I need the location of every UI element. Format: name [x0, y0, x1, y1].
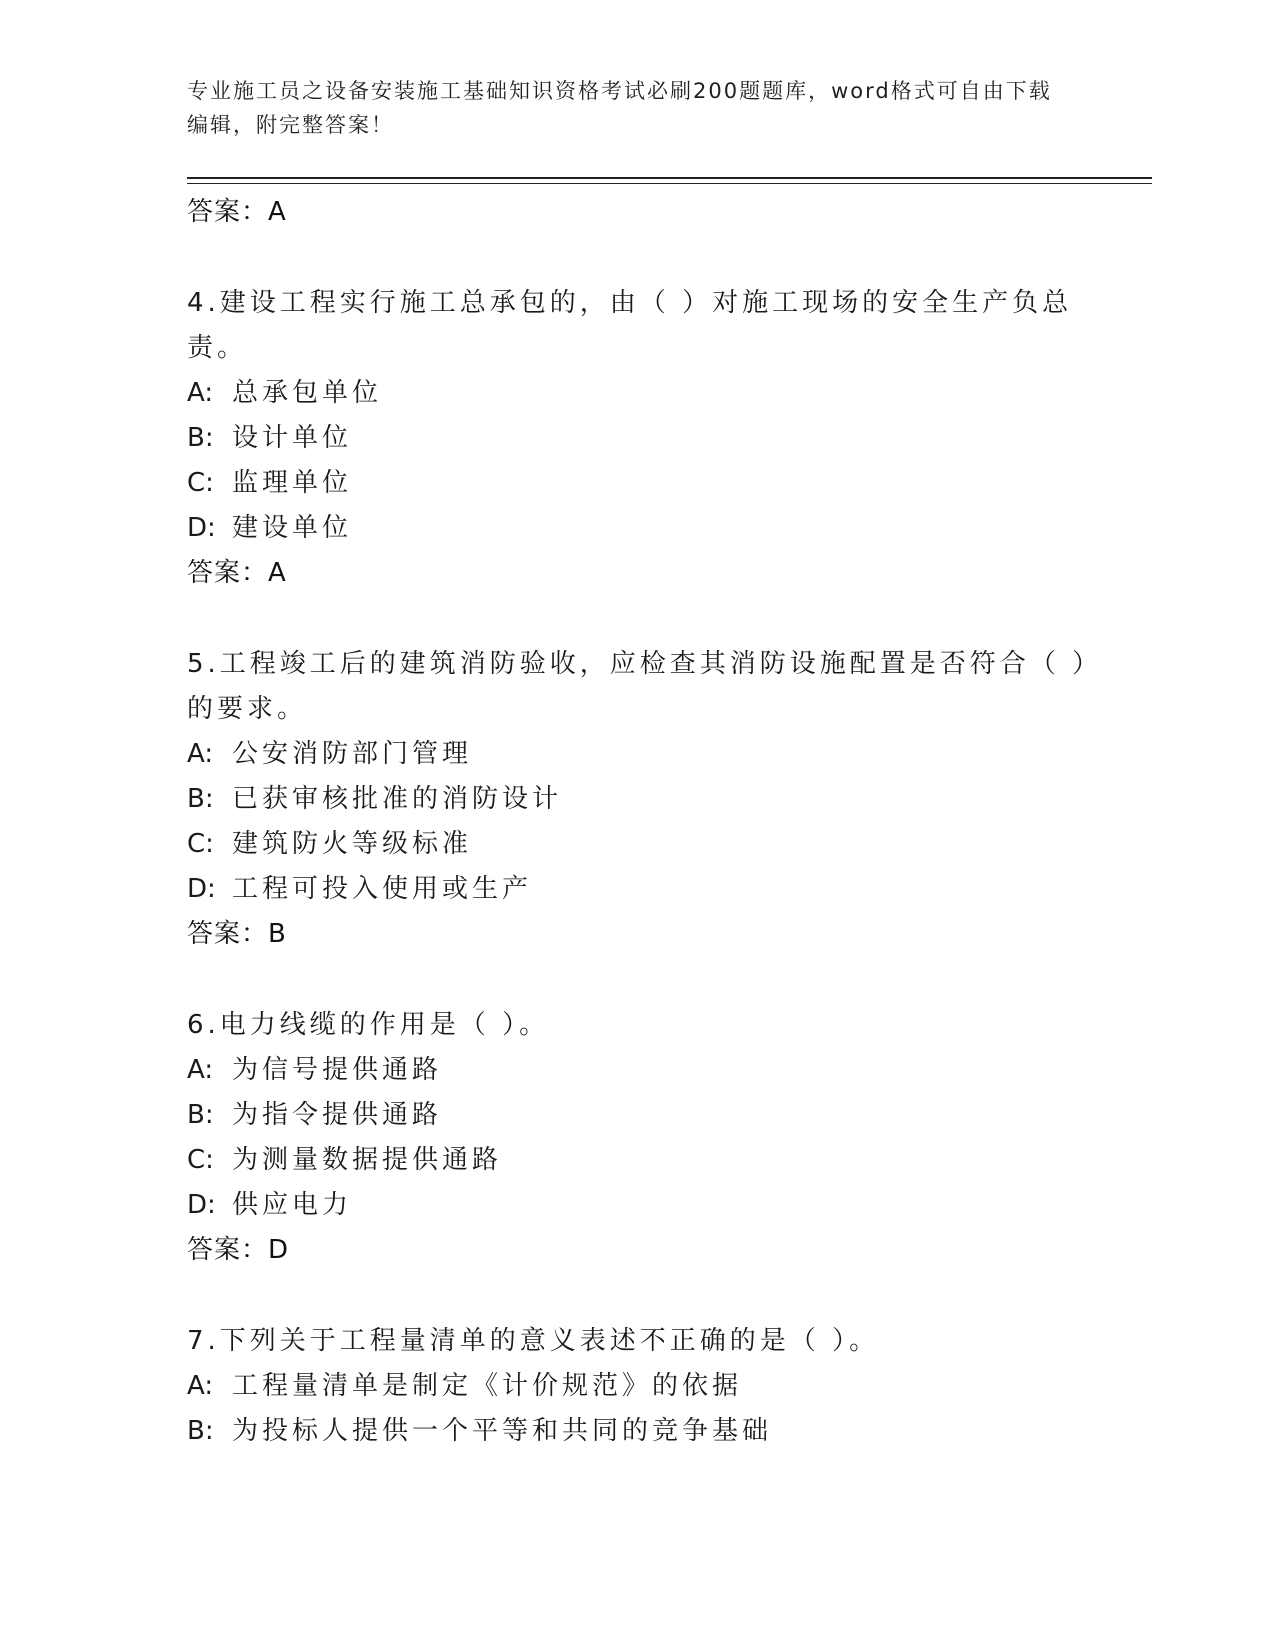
question-stem: 7.下列关于工程量清单的意义表述不正确的是（ ）。 — [187, 1326, 880, 1356]
question-list — [187, 190, 1127, 1454]
option-text: 为信号提供通路 — [232, 1055, 443, 1085]
option-text: 已获审核批准的消防设计 — [232, 784, 563, 814]
spacer — [187, 1273, 1127, 1319]
option-d — [187, 506, 1127, 551]
question-stem: 4.建设工程实行施工总承包的，由（ ）对施工现场的安全生产负总责。 — [187, 288, 1073, 363]
option-key: B: — [187, 784, 214, 814]
page-header-title: 专业施工员之设备安装施工基础知识资格考试必刷200题题库，word格式可自由下载编辑，附完整答案！ — [187, 79, 1052, 137]
option-key: B: — [187, 1100, 214, 1130]
option-b — [187, 1093, 1127, 1138]
spacer — [187, 957, 1127, 1003]
option-text: 总承包单位 — [232, 378, 383, 408]
option-text: 工程量清单是制定《计价规范》的依据 — [232, 1371, 743, 1401]
option-text: 供应电力 — [232, 1190, 353, 1220]
option-text: 监理单位 — [232, 468, 353, 498]
header-divider-thick — [187, 177, 1152, 179]
option-d — [187, 867, 1127, 912]
option-a — [187, 732, 1127, 777]
question-block — [187, 1319, 1127, 1454]
option-key: A: — [187, 1055, 214, 1085]
option-a — [187, 1048, 1127, 1093]
option-c — [187, 1138, 1127, 1183]
option-key: D: — [187, 513, 216, 543]
spacer — [187, 596, 1127, 642]
option-a — [187, 1364, 1127, 1409]
question-stem: 6.电力线缆的作用是（ ）。 — [187, 1010, 550, 1040]
answer-line: 答案：D — [187, 1235, 290, 1265]
option-key: B: — [187, 423, 214, 453]
option-key: A: — [187, 739, 214, 769]
option-a — [187, 371, 1127, 416]
option-text: 设计单位 — [232, 423, 353, 453]
option-text: 为指令提供通路 — [232, 1100, 443, 1130]
option-d — [187, 1183, 1127, 1228]
spacer — [187, 235, 1127, 281]
option-key: B: — [187, 1416, 214, 1446]
answer-line: 答案：A — [187, 197, 287, 227]
option-b — [187, 777, 1127, 822]
option-text: 建筑防火等级标准 — [232, 829, 473, 859]
option-key: D: — [187, 874, 216, 904]
option-key: C: — [187, 468, 214, 498]
answer-line: 答案：A — [187, 558, 287, 588]
question-block — [187, 642, 1127, 957]
option-b — [187, 416, 1127, 461]
option-text: 建设单位 — [232, 513, 353, 543]
option-text: 公安消防部门管理 — [232, 739, 473, 769]
header-divider-thin — [187, 183, 1152, 184]
option-c — [187, 822, 1127, 867]
option-key: A: — [187, 1371, 214, 1401]
option-text: 工程可投入使用或生产 — [232, 874, 533, 904]
option-key: C: — [187, 829, 214, 859]
option-key: D: — [187, 1190, 216, 1220]
question-stem: 5.工程竣工后的建筑消防验收，应检查其消防设施配置是否符合（ ）的要求。 — [187, 649, 1103, 724]
question-block — [187, 281, 1127, 596]
question-block — [187, 1003, 1127, 1273]
option-key: C: — [187, 1145, 214, 1175]
option-text: 为测量数据提供通路 — [232, 1145, 503, 1175]
option-b — [187, 1409, 1127, 1454]
answer-line: 答案：B — [187, 919, 287, 949]
option-key: A: — [187, 378, 214, 408]
option-c — [187, 461, 1127, 506]
option-text: 为投标人提供一个平等和共同的竞争基础 — [232, 1416, 773, 1446]
